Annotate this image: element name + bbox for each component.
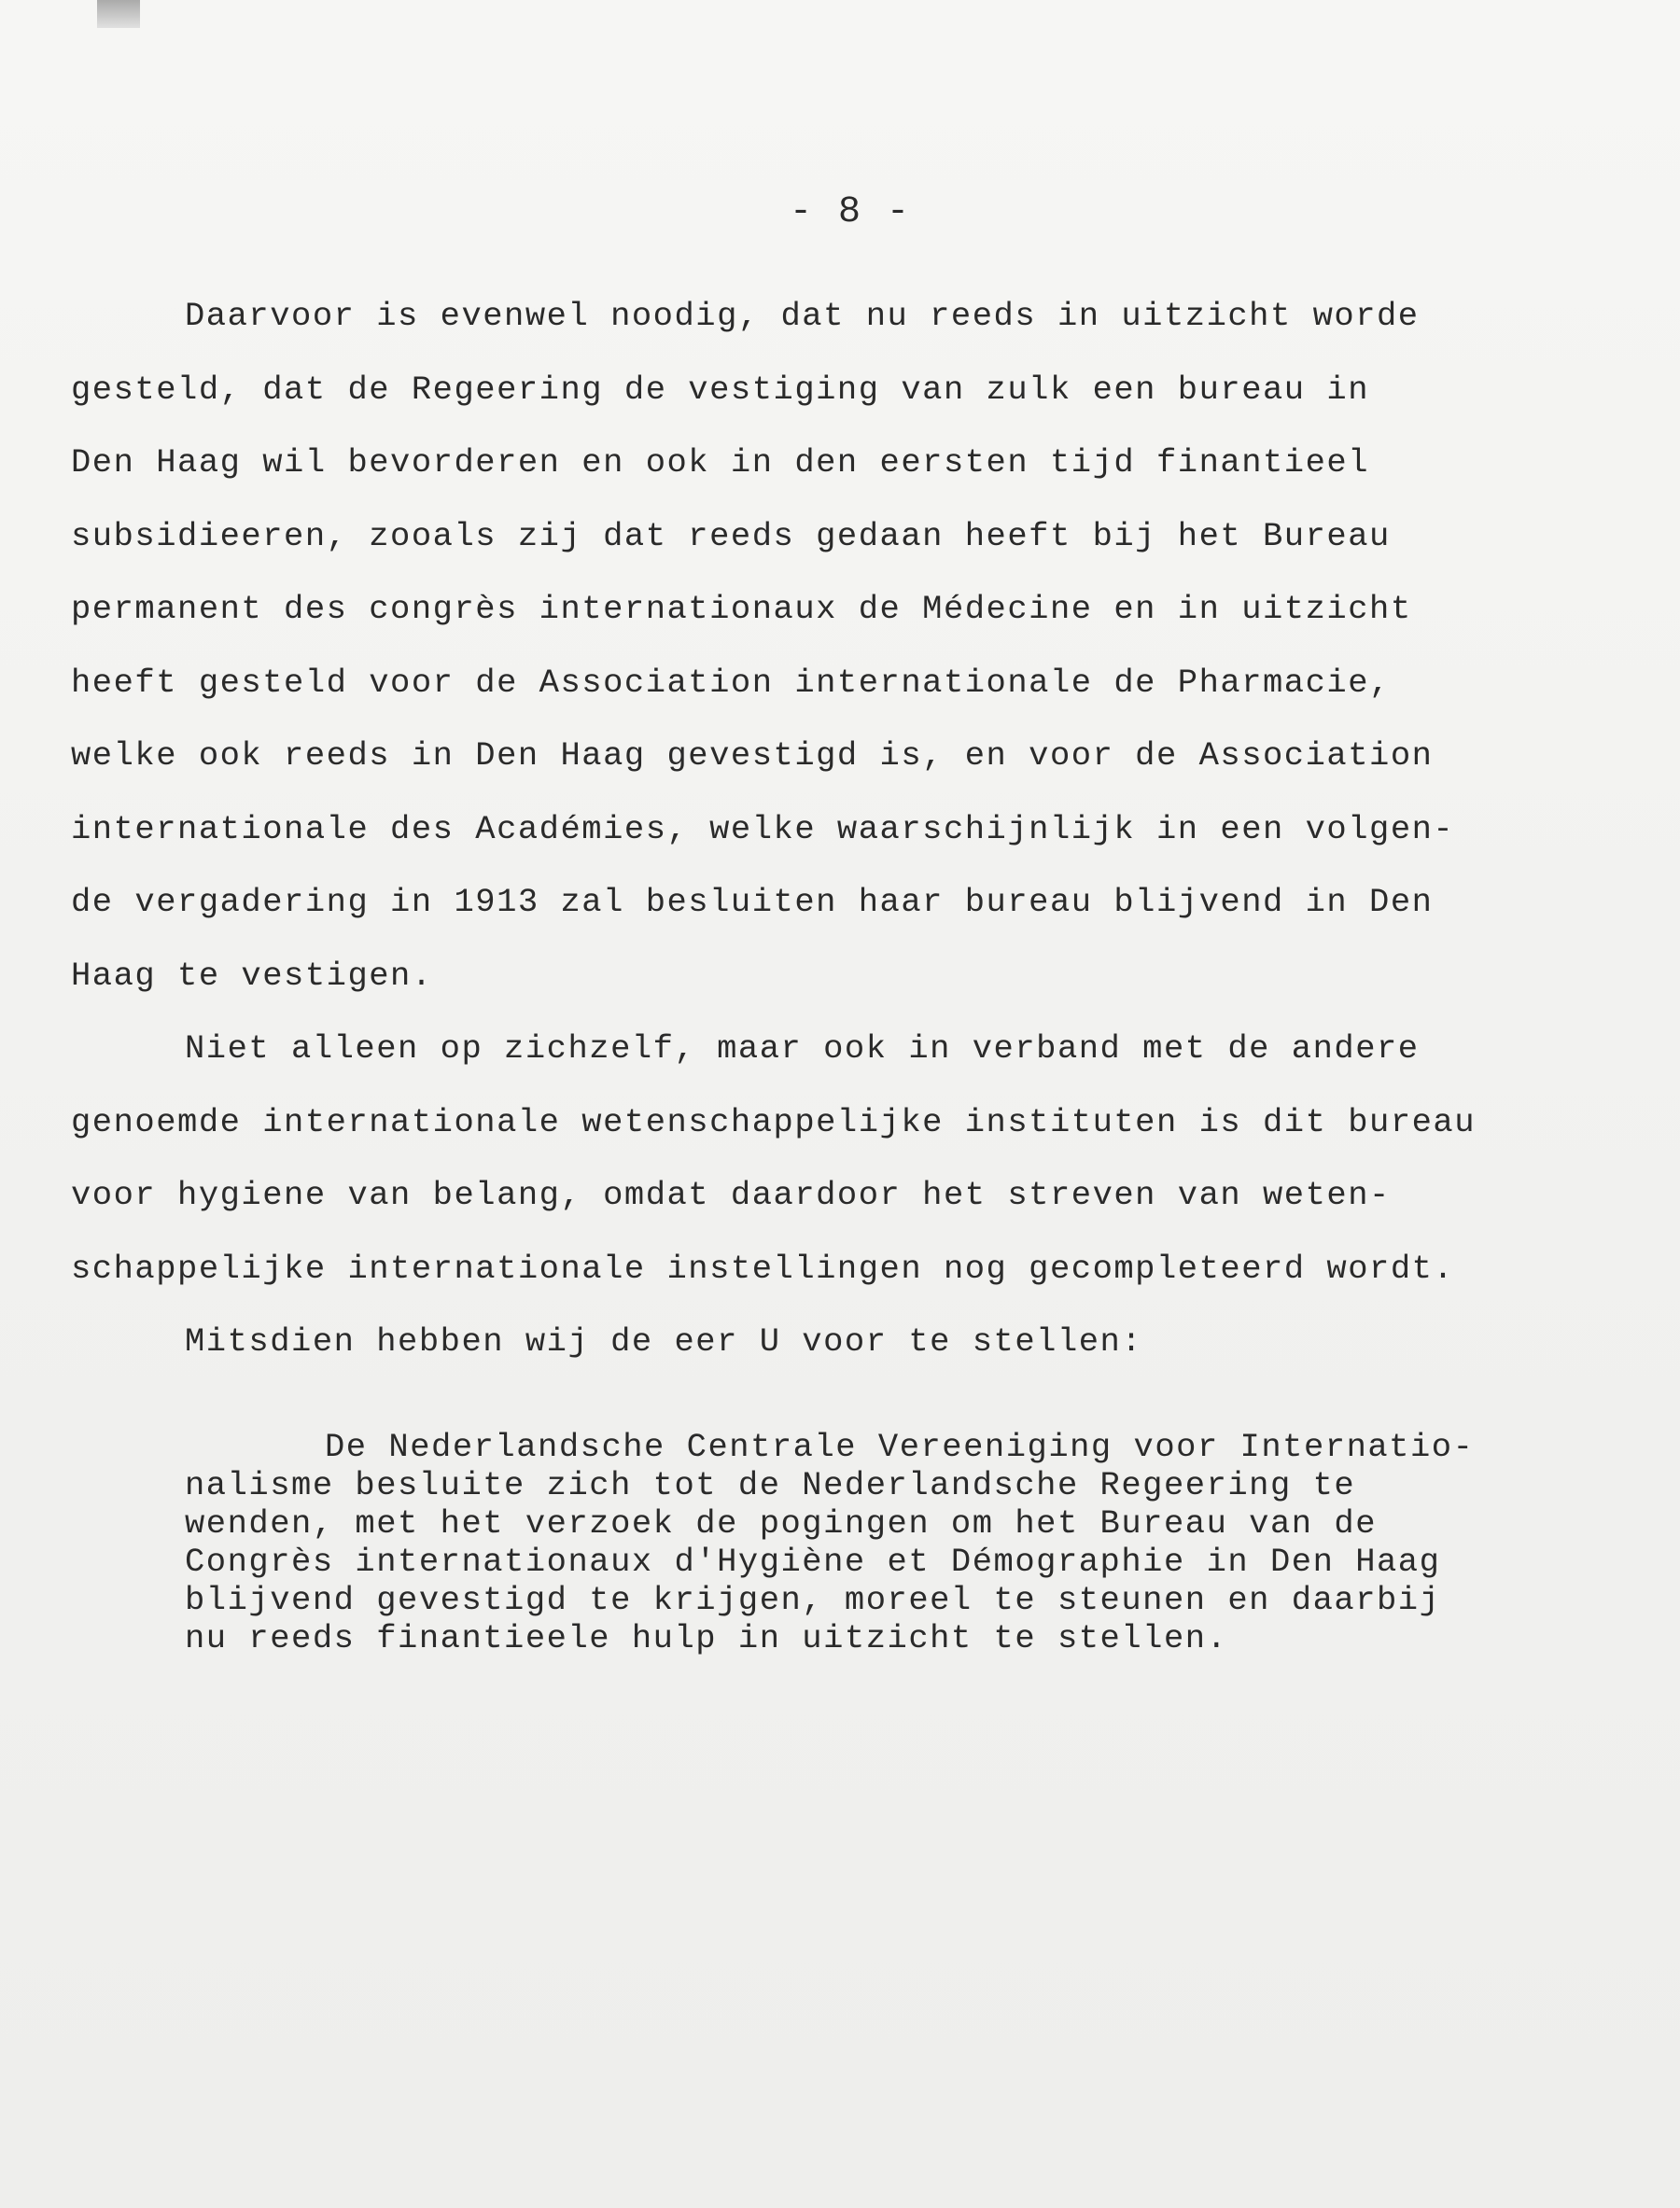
paragraph-3 [71, 1306, 1611, 1379]
text-line: Den Haag wil bevorderen en ook in den eersten tijd finantieel [71, 443, 1370, 482]
paragraph-1 [71, 280, 1611, 1013]
text-line: heeft gesteld voor de Association internationale de Pharmacie, [71, 663, 1391, 702]
text-line: Mitsdien hebben wij de eer U voor te stellen: [185, 1322, 1143, 1361]
text-line: Haag te vestigen. [71, 956, 433, 995]
text-line: Niet alleen op zichzelf, maar ook in verband met de andere [185, 1029, 1420, 1068]
text-line: de vergadering in 1913 zal besluiten haar bureau blijvend in Den [71, 883, 1434, 921]
resolution-line: blijvend gevestigd te krijgen, moreel te steunen en daarbij [185, 1580, 1441, 1619]
document-body [71, 191, 1611, 1657]
resolution-line: wenden, met het verzoek de pogingen om het Bureau van de [185, 1503, 1377, 1543]
resolution-line: nu reeds finantieele hulp in uitzicht te stellen. [185, 1618, 1228, 1657]
text-line: welke ook reeds in Den Haag gevestigd is, en voor de Association [71, 736, 1434, 775]
text-line: gesteld, dat de Regeering de vestiging van zulk een bureau in [71, 370, 1370, 409]
text-line: schappelijke internationale instellingen nog gecompleteerd wordt. [71, 1249, 1455, 1288]
text-line: permanent des congrès internationaux de Médecine en in uitzicht [71, 590, 1412, 628]
text-line: internationale des Académies, welke waarschijnlijk in een volgen- [71, 809, 1455, 848]
resolution-line: nalisme besluite zich tot de Nederlandsche Regeering te [185, 1465, 1356, 1504]
resolution-line: Congrès internationaux d'Hygiène et Démographie in Den Haag [185, 1542, 1441, 1581]
text-line: voor hygiene van belang, omdat daardoor het streven van weten- [71, 1176, 1391, 1214]
page-number: - 8 - [789, 191, 912, 233]
text-line: Daarvoor is evenwel noodig, dat nu reeds in uitzicht worde [185, 297, 1420, 335]
resolution-block [71, 1428, 1611, 1657]
resolution-line: De Nederlandsche Centrale Vereeniging voor Internatio- [325, 1427, 1475, 1466]
scan-edge-mark [97, 0, 140, 28]
text-line: subsidieeren, zooals zij dat reeds gedaan heeft bij het Bureau [71, 516, 1391, 555]
text-line: genoemde internationale wetenschappelijke instituten is dit bureau [71, 1102, 1477, 1141]
paragraph-2 [71, 1013, 1611, 1306]
